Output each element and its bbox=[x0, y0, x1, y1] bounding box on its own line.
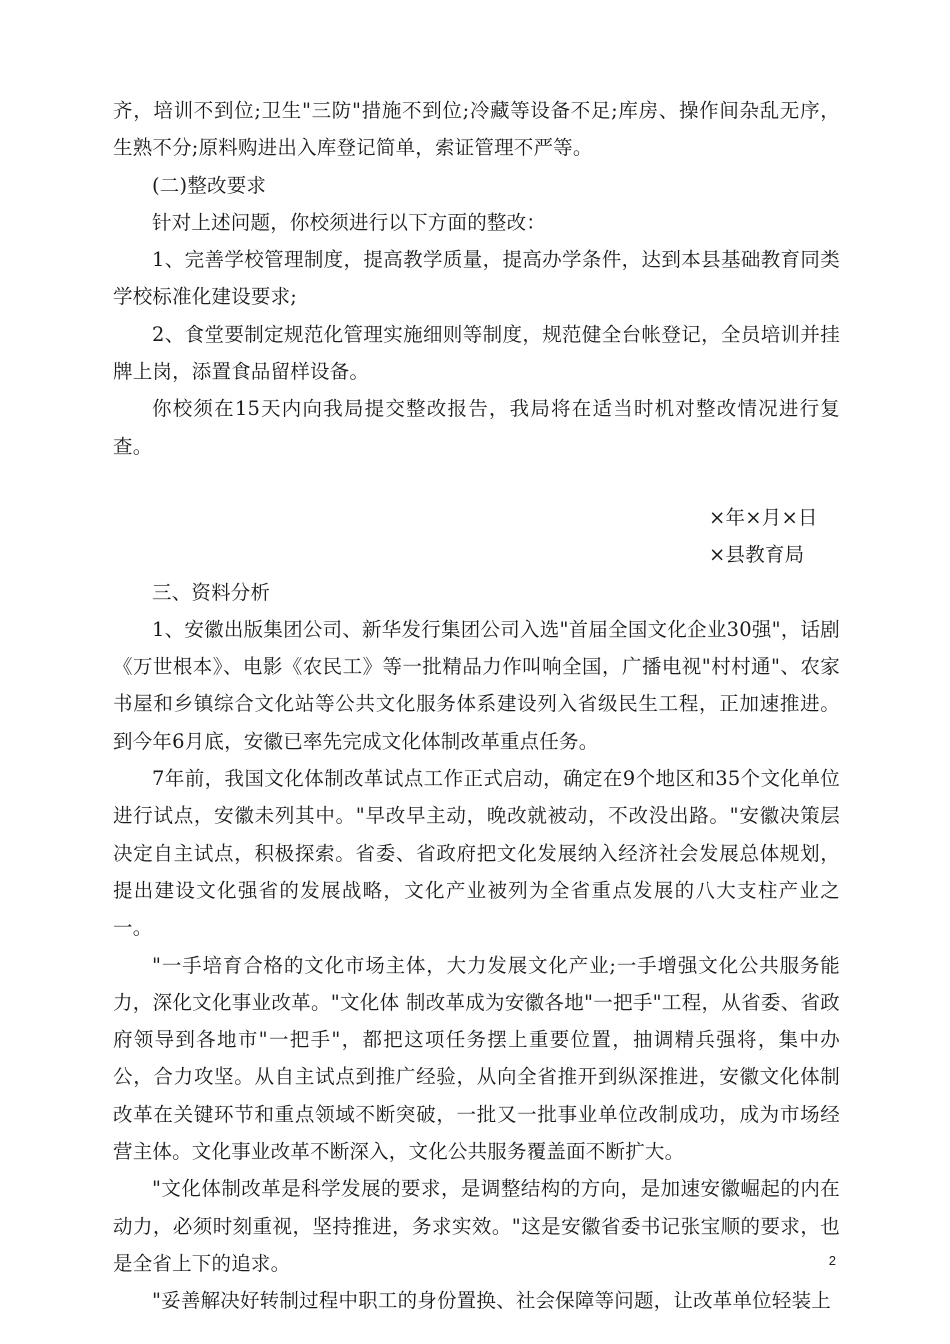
paragraph-deadline: 你校须在15天内向我局提交整改报告，我局将在适当时机对整改情况进行复查。 bbox=[113, 397, 840, 458]
analysis-paragraph-4: "文化体制改革是科学发展的要求，是调整结构的方向，是加速安徽崛起的内在动力，必须时刻重视，坚持推进，务求实效。"这是安徽省委书记张宝顺的要求，也是全省上下的追求。 bbox=[113, 1177, 840, 1275]
page-number: 2 bbox=[828, 1253, 836, 1268]
analysis-paragraph-3: "一手培育合格的文化市场主体，大力发展文化产业;一手增强文化公共服务能力，深化文化事业改革。"文化体 制改革成为安徽各地"一把手"工程，从省委、省政府领导到各地市"一把手"，都把这项任务摆上重要位置，抽调精兵强将，集中办公，合力攻坚。从自主试点到推广经验，从向全省推开到纵深推进，安徽文化体制改革在关键环节和重点领域不断突破，一批又一批事业单位改制成功，成为市场经营主体。文化事业改革不断深入，文化公共服务覆盖面不断扩大。 bbox=[113, 953, 840, 1164]
signature-issuer: ×县教育局 bbox=[709, 543, 805, 567]
paragraph-item-1: 1、完善学校管理制度，提高教学质量，提高办学条件，达到本县基础教育同类学校标准化建设要求; bbox=[113, 248, 840, 309]
paragraph-continuation: 齐，培训不到位;卫生"三防"措施不到位;冷藏等设备不足;库房、操作间杂乱无序，生熟不分;原料购进出入库登记简单，索证管理不严等。 bbox=[113, 99, 840, 160]
body-text bbox=[113, 92, 840, 1320]
analysis-paragraph-1: 1、安徽出版集团公司、新华发行集团公司入选"首届全国文化企业30强"，话剧《万世根本》、电影《农民工》等一批精品力作叫响全国，广播电视"村村通"、农家书屋和乡镇综合文化站等公共文化服务体系建设列入省级民生工程，正加速推进。到今年6月底，安徽已率先完成文化体制改革重点任务。 bbox=[113, 617, 840, 753]
paragraph-item-2: 2、食堂要制定规范化管理实施细则等制度，规范健全台帐登记，全员培训并挂牌上岗，添置食品留样设备。 bbox=[113, 322, 840, 384]
subheading-rectification: (二)整改要求 bbox=[152, 173, 267, 197]
signature-date: ×年×月×日 bbox=[709, 505, 818, 529]
paragraph-intro: 针对上述问题，你校须进行以下方面的整改： bbox=[152, 210, 547, 234]
section-heading: 三、资料分析 bbox=[152, 580, 271, 604]
spacer bbox=[113, 465, 840, 499]
analysis-paragraph-5: "妥善解决好转制过程中职工的身份置换、社会保障等问题，让改革单位轻装上 bbox=[152, 1289, 831, 1313]
analysis-paragraph-2: 7年前，我国文化体制改革试点工作正式启动，确定在9个地区和35个文化单位进行试点，安徽未列其中。"早改早主动，晚改就被动，不改没出路。"安徽决策层决定自主试点，积极探索。省委、省政府把文化发展纳入经济社会发展总体规划，提出建设文化强省的发展战略，文化产业被列为全省重点发展的八大支柱产业之一。 bbox=[113, 767, 840, 940]
